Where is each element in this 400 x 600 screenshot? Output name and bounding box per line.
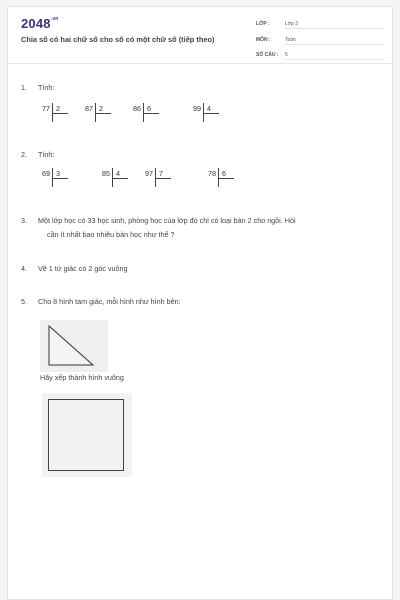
question-text: Tính: (38, 150, 55, 159)
question-number: 4. (21, 264, 27, 273)
division-horizontal-line (52, 113, 68, 114)
right-triangle-shape (40, 320, 108, 372)
question-text: Cho 8 hình tam giác, mỗi hình như hình bên: (38, 297, 181, 306)
long-division (42, 104, 76, 124)
divisor: 4 (207, 104, 211, 113)
question-3 (21, 216, 296, 225)
long-division (133, 104, 167, 124)
page-title: Chia số có hai chữ số cho số có một chữ số (tiếp theo) (21, 35, 215, 44)
meta-label-count: SỐ CÂU : (256, 52, 279, 58)
dividend: 86 (133, 104, 141, 113)
division-horizontal-line (155, 178, 171, 179)
long-division (145, 169, 179, 189)
long-division (193, 104, 227, 124)
square-figure (42, 393, 132, 477)
divisor: 3 (56, 169, 60, 178)
dividend: 99 (193, 104, 201, 113)
logo-suffix: .vn (50, 16, 59, 22)
division-horizontal-line (52, 178, 68, 179)
question-text-line-2: cần ít nhất bao nhiêu bàn học như thế ? (47, 230, 175, 239)
meta-label-class: LỚP : (256, 21, 270, 27)
dividend: 97 (145, 169, 153, 178)
dividend: 78 (208, 169, 216, 178)
long-division (85, 104, 119, 124)
division-horizontal-line (218, 178, 234, 179)
divisor: 2 (56, 104, 60, 113)
question-text-line-1: Một lớp học có 33 học sinh, phòng học của lớp đó chỉ có loại bàn 2 cho ngồi. Hỏi (38, 216, 296, 225)
divisor: 4 (116, 169, 120, 178)
question-number: 2. (21, 150, 27, 159)
meta-value-count: 5 (285, 52, 383, 60)
division-horizontal-line (203, 113, 219, 114)
divisor: 6 (147, 104, 151, 113)
question-number: 5. (21, 297, 27, 306)
question-5-subtext: Hãy xếp thành hình vuông (40, 373, 124, 382)
question-number: 3. (21, 216, 27, 225)
worksheet (7, 6, 393, 600)
divisor: 6 (222, 169, 226, 178)
question-number: 1. (21, 83, 27, 92)
division-horizontal-line (143, 113, 159, 114)
long-division (208, 169, 242, 189)
divisor: 7 (159, 169, 163, 178)
long-division (102, 169, 136, 189)
question-2 (21, 150, 54, 159)
divisor: 2 (99, 104, 103, 113)
question-5 (21, 297, 181, 306)
meta-value-class: Lớp 3 (285, 21, 383, 29)
question-text: Tính: (38, 83, 55, 92)
triangle-figure (40, 320, 108, 372)
dividend: 87 (85, 104, 93, 113)
division-horizontal-line (95, 113, 111, 114)
meta-label-subject: MÔN : (256, 37, 271, 43)
question-text: Vẽ 1 tứ giác có 2 góc vuông (38, 264, 128, 273)
square-shape (48, 399, 124, 471)
logo-text: 2048 (21, 16, 51, 31)
question-1 (21, 83, 54, 92)
dividend: 77 (42, 104, 50, 113)
dividend: 69 (42, 169, 50, 178)
question-4 (21, 264, 128, 273)
worksheet-header (8, 7, 392, 64)
site-logo[interactable] (21, 16, 59, 31)
dividend: 85 (102, 169, 110, 178)
long-division (42, 169, 76, 189)
meta-value-subject: Toán (285, 37, 383, 45)
division-horizontal-line (112, 178, 128, 179)
